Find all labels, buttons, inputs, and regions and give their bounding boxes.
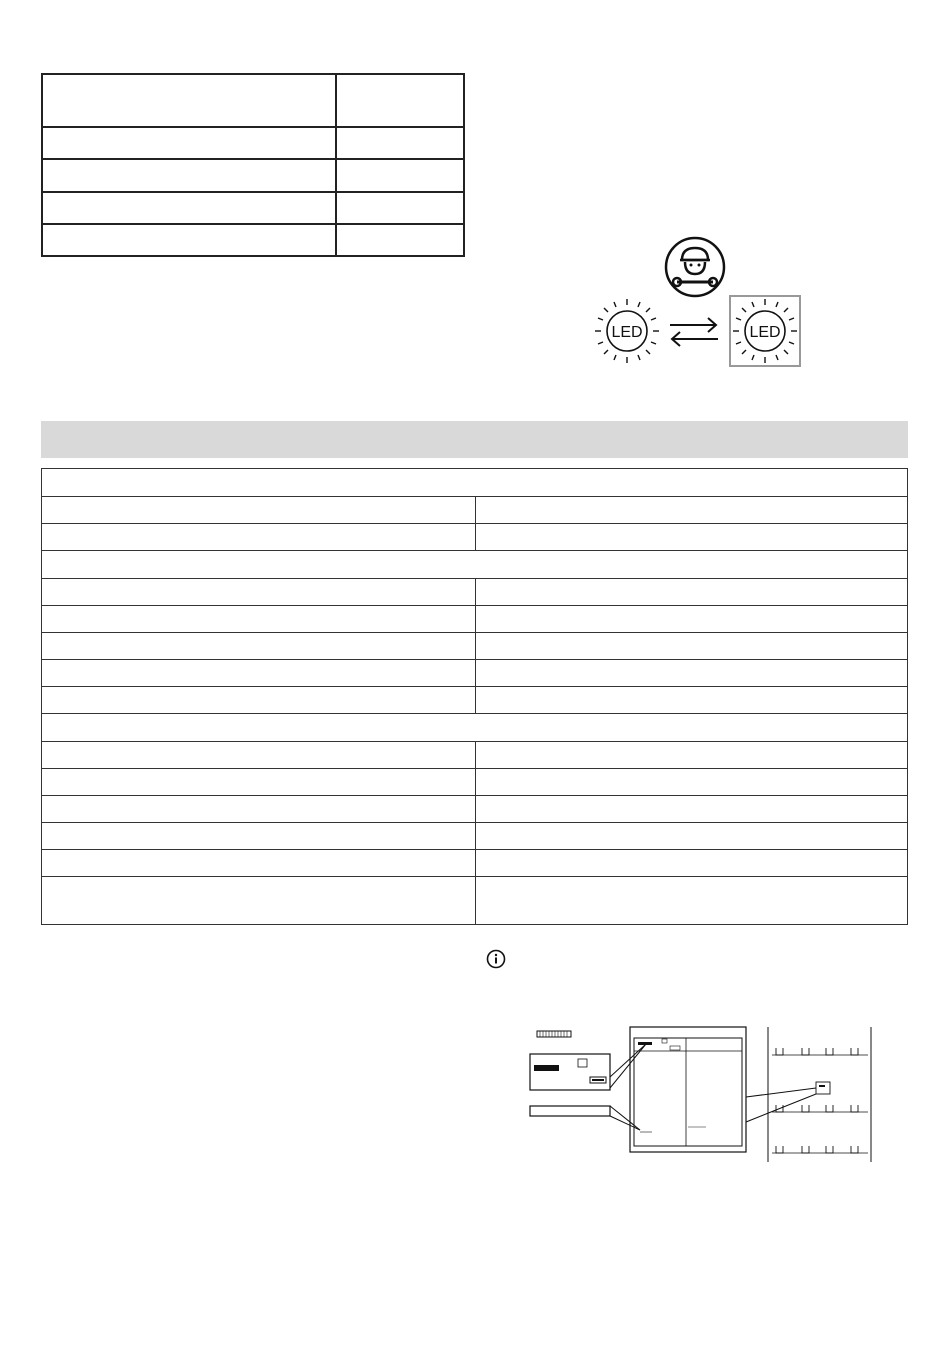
- table-cell: [42, 497, 476, 524]
- table-row: [42, 224, 464, 256]
- table-cell: [42, 877, 476, 925]
- table-cell: [336, 224, 464, 256]
- table-cell: [336, 159, 464, 192]
- table-cell: [476, 524, 908, 551]
- section-header-bar: [41, 421, 908, 458]
- table-row: [42, 74, 464, 127]
- table-row: [42, 823, 908, 850]
- table-row: [42, 687, 908, 714]
- table-cell: [42, 823, 476, 850]
- table-cell: [42, 606, 476, 633]
- info-icon: [486, 949, 506, 969]
- table-cell: [336, 74, 464, 127]
- table-cell: [336, 127, 464, 159]
- section-title: [41, 421, 908, 441]
- rating-plate-location-diagram: [528, 1022, 878, 1167]
- table-cell: [476, 796, 908, 823]
- table-row: [42, 742, 908, 769]
- table-cell: [476, 687, 908, 714]
- table-row: [42, 192, 464, 224]
- table-cell: [42, 127, 336, 159]
- table-cell: [42, 579, 476, 606]
- swap-arrows-icon: [668, 316, 720, 348]
- led-lamp-icon: [592, 296, 662, 366]
- table-cell: [476, 579, 908, 606]
- table-row: [42, 579, 908, 606]
- table-cell: [42, 850, 476, 877]
- table-row: [42, 524, 908, 551]
- table-cell: [476, 606, 908, 633]
- table-cell: [42, 74, 336, 127]
- table-row: [42, 159, 464, 192]
- table-cell: [42, 714, 908, 742]
- table-row: [42, 769, 908, 796]
- table-cell: [42, 742, 476, 769]
- table-row: [42, 497, 908, 524]
- table-row: [42, 660, 908, 687]
- table-cell: [42, 687, 476, 714]
- led-label-left: LED: [611, 324, 643, 341]
- table-cell: [336, 192, 464, 224]
- table-cell: [42, 633, 476, 660]
- table-row: [42, 796, 908, 823]
- small-spec-table: [41, 73, 465, 257]
- table-row: [42, 877, 908, 925]
- table-cell: [42, 551, 908, 579]
- led-label-right: LED: [749, 324, 781, 341]
- table-cell: [42, 192, 336, 224]
- table-cell: [476, 769, 908, 796]
- table-cell: [476, 823, 908, 850]
- table-cell: [42, 159, 336, 192]
- table-cell: [42, 796, 476, 823]
- table-cell: [42, 660, 476, 687]
- table-cell: [42, 524, 476, 551]
- spec-table: [41, 468, 908, 925]
- table-group-row: [42, 469, 908, 497]
- table-group-row: [42, 551, 908, 579]
- table-cell: [476, 850, 908, 877]
- table-cell: [476, 633, 908, 660]
- table-row: [42, 633, 908, 660]
- table-cell: [476, 742, 908, 769]
- led-lamp-replaceable-icon: [730, 296, 800, 366]
- table-cell: [42, 224, 336, 256]
- table-row: [42, 850, 908, 877]
- table-cell: [42, 769, 476, 796]
- table-group-row: [42, 714, 908, 742]
- table-cell: [42, 469, 908, 497]
- table-cell: [476, 660, 908, 687]
- table-row: [42, 606, 908, 633]
- table-row: [42, 127, 464, 159]
- table-cell: [476, 497, 908, 524]
- service-technician-icon: [664, 236, 726, 298]
- table-cell: [476, 877, 908, 925]
